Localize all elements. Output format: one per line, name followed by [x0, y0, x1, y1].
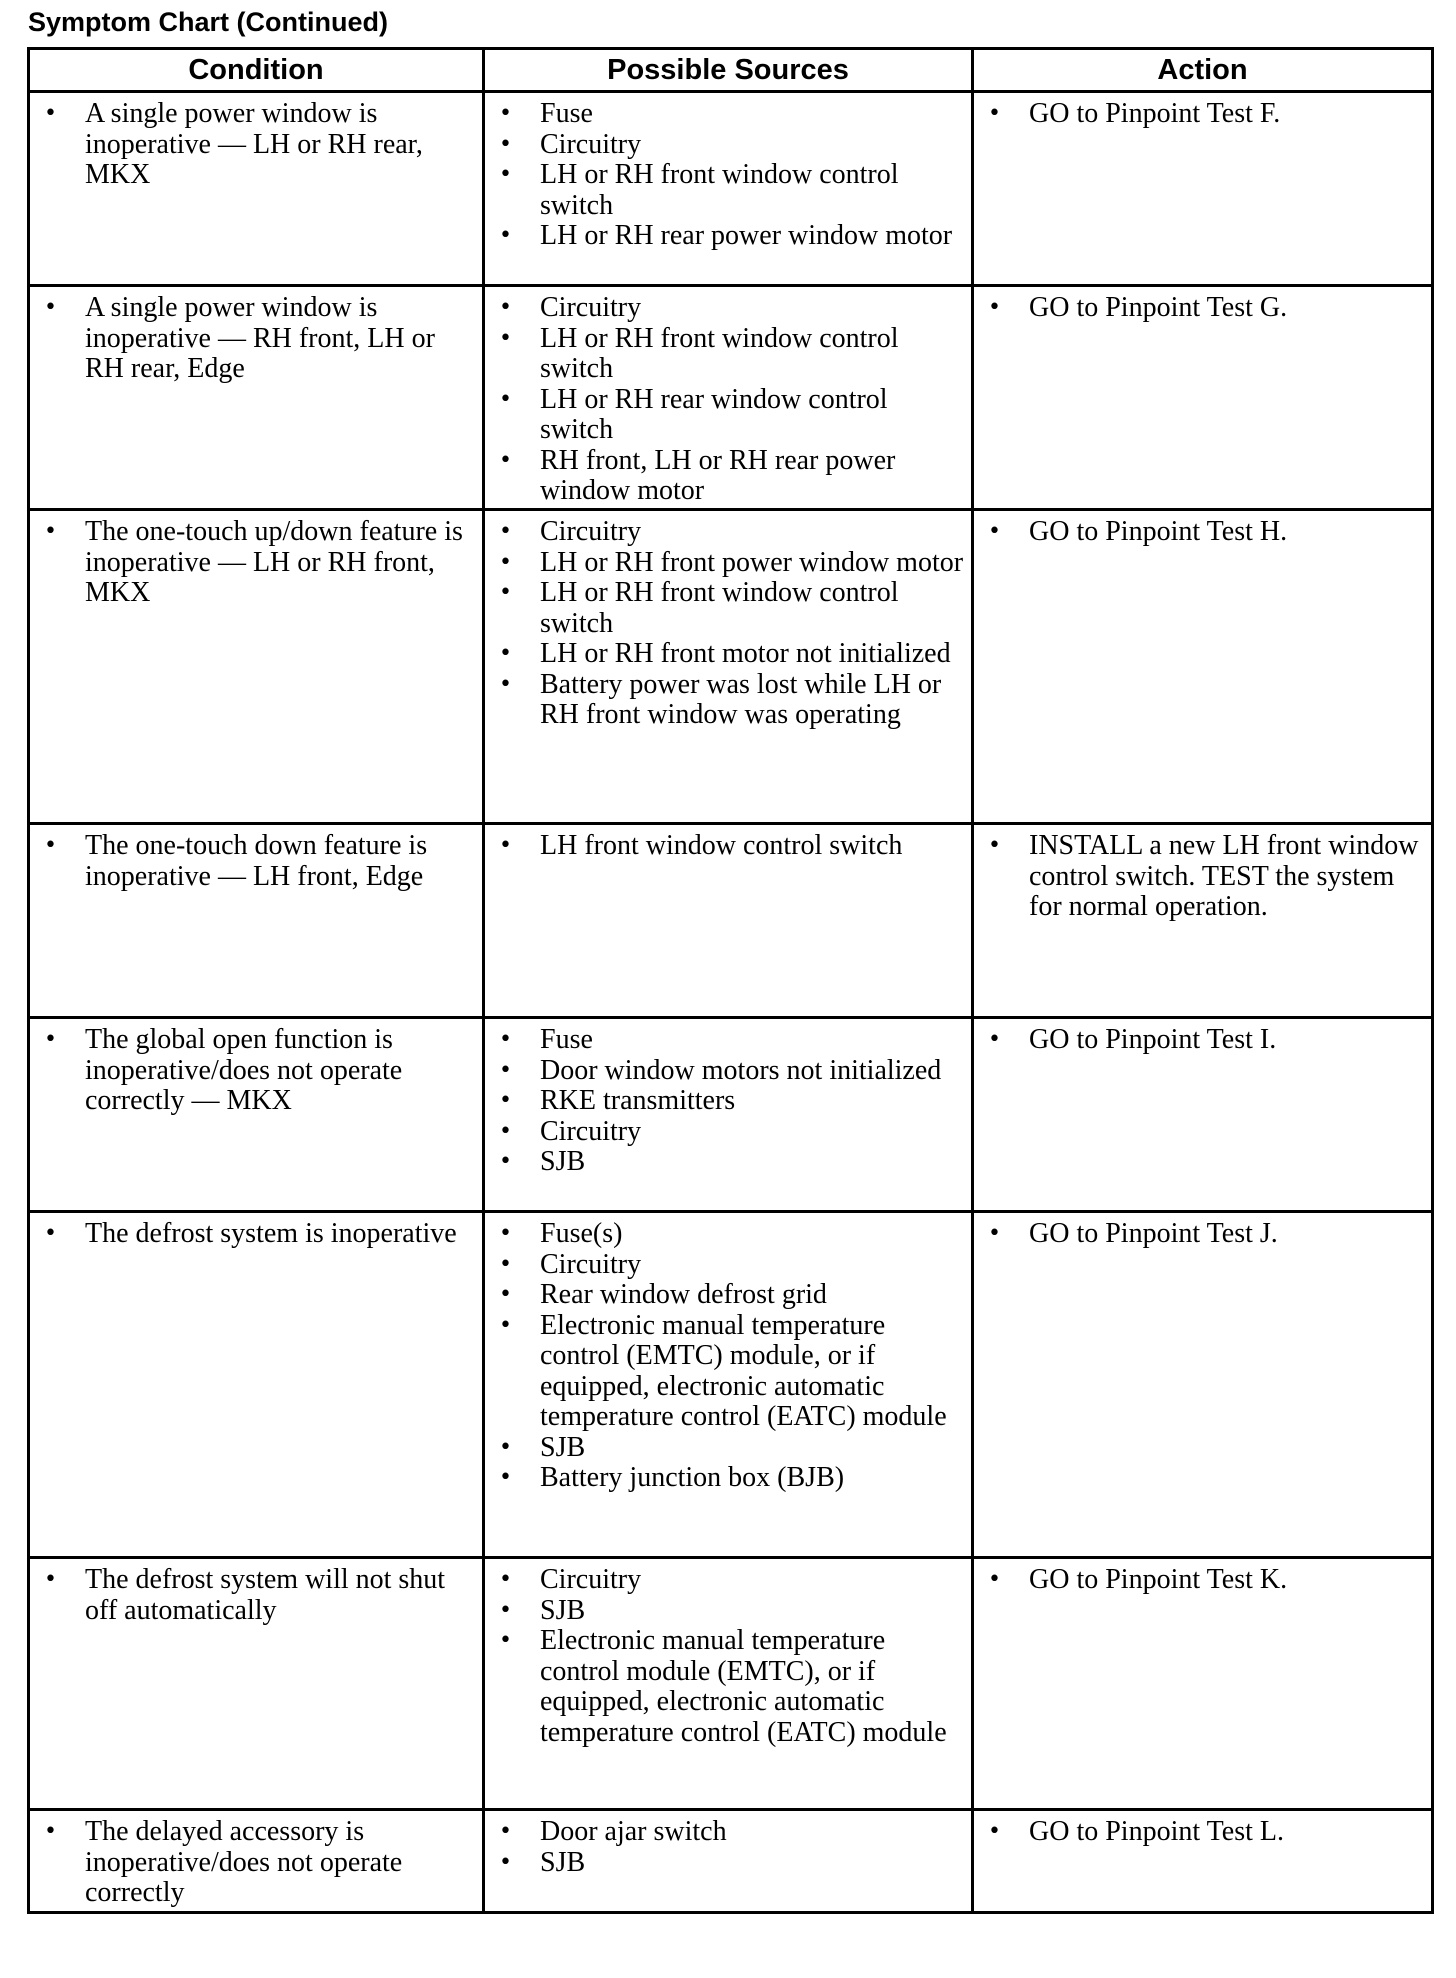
- sources-cell-list: [485, 1213, 971, 1494]
- table-row: [29, 1810, 1433, 1913]
- list-item: • LH front window control switch: [485, 831, 965, 862]
- sources-cell: [484, 1558, 973, 1810]
- sources-cell: [484, 1810, 973, 1913]
- table-body: [29, 92, 1433, 1913]
- sources-cell-list: [485, 1019, 971, 1178]
- action-cell-list: [974, 1811, 1431, 1848]
- list-item: • LH or RH rear window control switch: [485, 385, 965, 446]
- chart-title: Symptom Chart (Continued): [28, 7, 388, 37]
- list-item: • GO to Pinpoint Test H.: [974, 517, 1425, 548]
- list-item: • GO to Pinpoint Test J.: [974, 1219, 1425, 1250]
- list-item: • Circuitry: [485, 130, 965, 161]
- list-item: • Electronic manual temperature control module (EMTC), or if equipped, electronic automatic temperature control (EATC) module: [485, 1626, 965, 1748]
- list-item: • Circuitry: [485, 517, 965, 548]
- table-row: [29, 510, 1433, 824]
- list-item: • Circuitry: [485, 1565, 965, 1596]
- condition-cell: [29, 510, 484, 824]
- action-cell-list: [974, 511, 1431, 548]
- table-row: [29, 92, 1433, 286]
- condition-cell: [29, 1212, 484, 1558]
- sources-cell-list: [485, 1811, 971, 1878]
- condition-cell-list: [30, 511, 482, 609]
- condition-cell-list: [30, 1019, 482, 1117]
- action-cell: [973, 510, 1433, 824]
- list-item: • GO to Pinpoint Test L.: [974, 1817, 1425, 1848]
- header-possible-sources: Possible Sources: [484, 49, 973, 92]
- list-item: • Rear window defrost grid: [485, 1280, 965, 1311]
- condition-cell: [29, 1558, 484, 1810]
- action-cell: [973, 824, 1433, 1018]
- condition-cell-list: [30, 1213, 482, 1250]
- list-item: • Circuitry: [485, 293, 965, 324]
- list-item: • SJB: [485, 1848, 965, 1879]
- table-header-row: [29, 49, 1433, 92]
- list-item: • LH or RH front window control switch: [485, 578, 965, 639]
- list-item: • A single power window is inoperative — RH front, LH or RH rear, Edge: [30, 293, 476, 385]
- sources-cell: [484, 1212, 973, 1558]
- action-cell-list: [974, 93, 1431, 130]
- action-cell: [973, 1810, 1433, 1913]
- list-item: • GO to Pinpoint Test G.: [974, 293, 1425, 324]
- action-cell: [973, 1018, 1433, 1212]
- list-item: • INSTALL a new LH front window control switch. TEST the system for normal operation.: [974, 831, 1425, 923]
- condition-cell: [29, 824, 484, 1018]
- list-item: • LH or RH front window control switch: [485, 324, 965, 385]
- condition-cell-list: [30, 825, 482, 892]
- action-cell: [973, 1212, 1433, 1558]
- condition-cell-list: [30, 93, 482, 191]
- list-item: • Circuitry: [485, 1250, 965, 1281]
- list-item: • Door ajar switch: [485, 1817, 965, 1848]
- action-cell: [973, 1558, 1433, 1810]
- list-item: • The defrost system will not shut off automatically: [30, 1565, 476, 1626]
- list-item: • RH front, LH or RH rear power window motor: [485, 446, 965, 507]
- list-item: • LH or RH front motor not initialized: [485, 639, 965, 670]
- list-item: • LH or RH rear power window motor: [485, 221, 965, 252]
- list-item: • LH or RH front window control switch: [485, 160, 965, 221]
- table-row: [29, 286, 1433, 510]
- list-item: • The one-touch down feature is inoperative — LH front, Edge: [30, 831, 476, 892]
- table-row: [29, 1018, 1433, 1212]
- table-row: [29, 824, 1433, 1018]
- list-item: • The defrost system is inoperative: [30, 1219, 476, 1250]
- action-cell-list: [974, 287, 1431, 324]
- sources-cell-list: [485, 1559, 971, 1748]
- symptom-table: [27, 47, 1434, 1914]
- sources-cell: [484, 510, 973, 824]
- list-item: • GO to Pinpoint Test I.: [974, 1025, 1425, 1056]
- list-item: • Electronic manual temperature control (EMTC) module, or if equipped, electronic automatic temperature control (EATC) module: [485, 1311, 965, 1433]
- list-item: • Fuse: [485, 1025, 965, 1056]
- sources-cell: [484, 1018, 973, 1212]
- action-cell-list: [974, 1559, 1431, 1596]
- list-item: • SJB: [485, 1433, 965, 1464]
- condition-cell: [29, 92, 484, 286]
- list-item: • The global open function is inoperative/does not operate correctly — MKX: [30, 1025, 476, 1117]
- table-row: [29, 1558, 1433, 1810]
- list-item: • Door window motors not initialized: [485, 1056, 965, 1087]
- table-row: [29, 1212, 1433, 1558]
- action-cell: [973, 92, 1433, 286]
- list-item: • LH or RH front power window motor: [485, 548, 965, 579]
- action-cell-list: [974, 825, 1431, 923]
- list-item: • The delayed accessory is inoperative/does not operate correctly: [30, 1817, 476, 1909]
- condition-cell-list: [30, 1559, 482, 1626]
- list-item: • Battery power was lost while LH or RH front window was operating: [485, 670, 965, 731]
- sources-cell: [484, 286, 973, 510]
- list-item: • GO to Pinpoint Test K.: [974, 1565, 1425, 1596]
- list-item: • Fuse: [485, 99, 965, 130]
- action-cell-list: [974, 1019, 1431, 1056]
- condition-cell: [29, 1810, 484, 1913]
- condition-cell-list: [30, 287, 482, 385]
- header-action: Action: [973, 49, 1433, 92]
- sources-cell-list: [485, 287, 971, 507]
- sources-cell: [484, 92, 973, 286]
- list-item: • The one-touch up/down feature is inoperative — LH or RH front, MKX: [30, 517, 476, 609]
- condition-cell: [29, 286, 484, 510]
- list-item: • RKE transmitters: [485, 1086, 965, 1117]
- list-item: • SJB: [485, 1147, 965, 1178]
- condition-cell-list: [30, 1811, 482, 1909]
- sources-cell-list: [485, 511, 971, 731]
- list-item: • Fuse(s): [485, 1219, 965, 1250]
- action-cell-list: [974, 1213, 1431, 1250]
- sources-cell-list: [485, 93, 971, 252]
- list-item: • Circuitry: [485, 1117, 965, 1148]
- condition-cell: [29, 1018, 484, 1212]
- header-condition: Condition: [29, 49, 484, 92]
- list-item: • Battery junction box (BJB): [485, 1463, 965, 1494]
- sources-cell: [484, 824, 973, 1018]
- action-cell: [973, 286, 1433, 510]
- list-item: • SJB: [485, 1596, 965, 1627]
- list-item: • A single power window is inoperative — LH or RH rear, MKX: [30, 99, 476, 191]
- list-item: • GO to Pinpoint Test F.: [974, 99, 1425, 130]
- sources-cell-list: [485, 825, 971, 862]
